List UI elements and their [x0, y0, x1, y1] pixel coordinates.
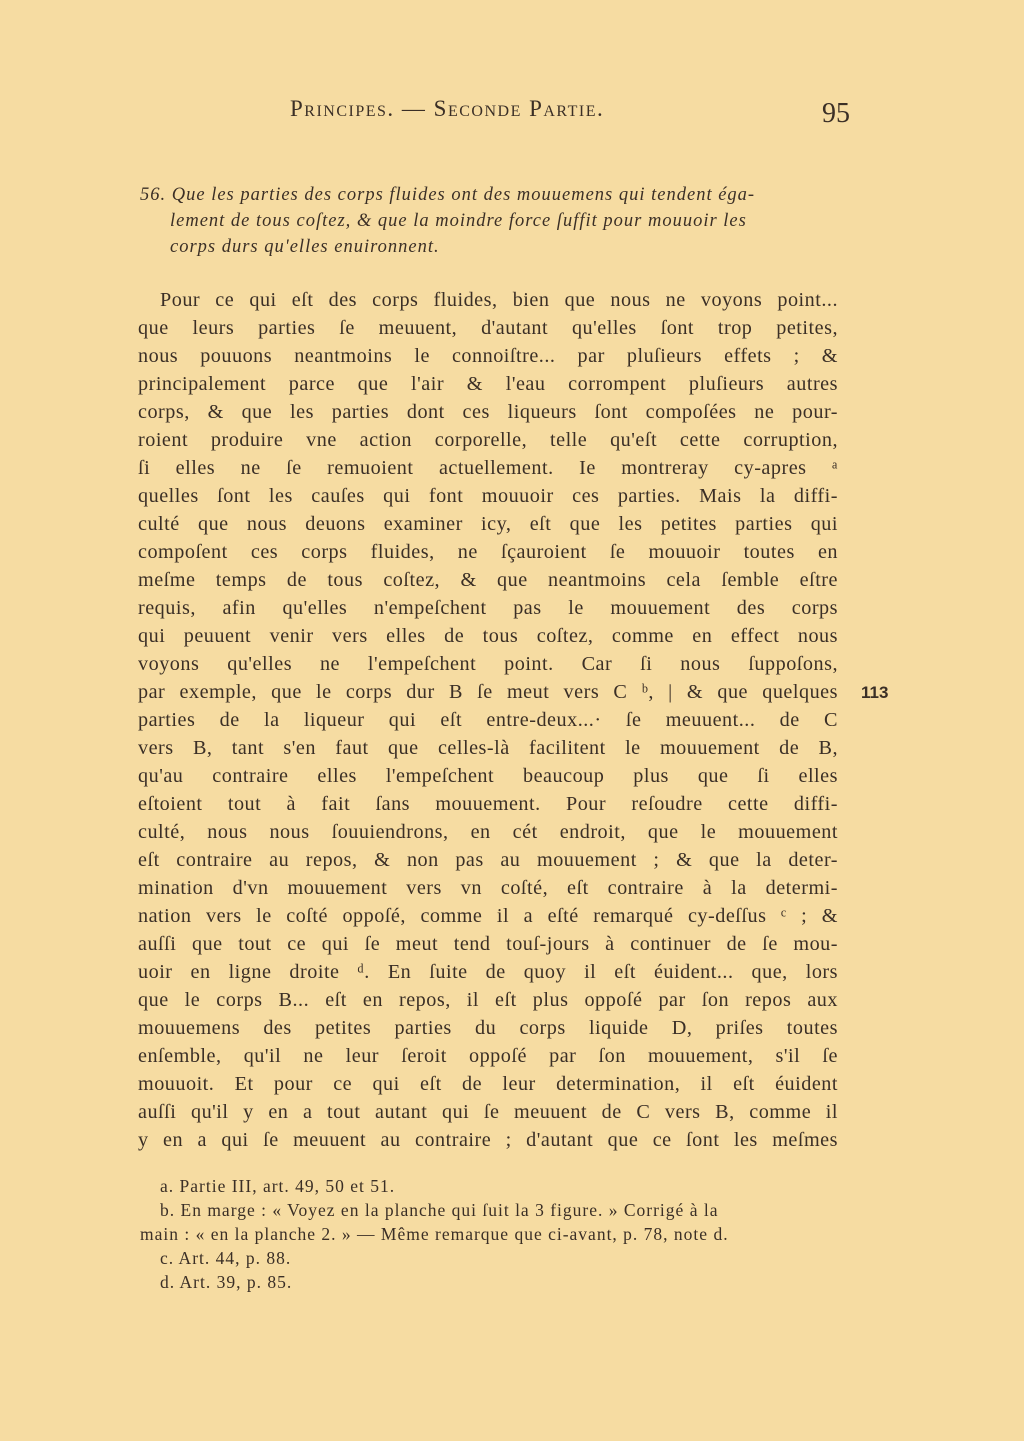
body-line: requis, afin qu'elles n'empeſchent pas le mouuement des corps [138, 597, 838, 619]
body-line: mination d'vn mouuement vers vn coſté, eſt contraire à la determi- [138, 877, 838, 899]
footnote-line: a. Partie III, art. 49, 50 et 51. [160, 1176, 396, 1196]
body-line: Pour ce qui eſt des corps fluides, bien que nous ne voyons point... [160, 289, 838, 311]
running-header [290, 96, 850, 136]
footnote-line: b. En marge : « Voyez en la planche qui ſuit la 3 figure. » Corrigé à la [160, 1200, 719, 1220]
article-title-line: 56. Que les parties des corps fluides ont des mouuemens qui tendent éga- [140, 185, 756, 205]
footnote-line: d. Art. 39, p. 85. [160, 1272, 293, 1292]
margin-line-number: 113 [861, 683, 889, 702]
body-line: quelles ſont les cauſes qui font mouuoir ces parties. Mais la diffi- [138, 485, 838, 507]
body-line: nation vers le coſté oppoſé, comme il a eſté remarqué cy-deſſus ᶜ ; & [138, 905, 838, 927]
body-line: enſemble, qu'il ne leur ſeroit oppoſé par ſon mouuement, s'il ſe [138, 1045, 838, 1067]
running-title: Principes. — Seconde Partie. [290, 96, 605, 121]
body-line: qui peuuent venir vers elles de tous coſtez, comme en effect nous [138, 625, 838, 647]
body-line: voyons qu'elles ne l'empeſchent point. Car ſi nous ſuppoſons, [138, 653, 838, 675]
article-title-line: corps durs qu'elles enuironnent. [170, 237, 440, 257]
body-line: meſme temps de tous coſtez, & que neantmoins cela ſemble eſtre [138, 569, 838, 591]
body-line: par exemple, que le corps dur B ſe meut vers C ᵇ, | & que quelques [138, 681, 838, 703]
footnotes [140, 1174, 840, 1294]
body-line: auſſi qu'il y en a tout autant qui ſe meuuent de C vers B, comme il [138, 1101, 838, 1123]
body-line: mouuoit. Et pour ce qui eſt de leur determination, il eſt éuident [138, 1073, 838, 1095]
footnote-line: c. Art. 44, p. 88. [160, 1248, 292, 1268]
body-line: eſtoient tout à fait ſans mouuement. Pour reſoudre cette diffi- [138, 793, 838, 815]
body-line: compoſent ces corps fluides, ne ſçauroient ſe mouuoir toutes en [138, 541, 838, 563]
body-line: vers B, tant s'en faut que celles-là facilitent le mouuement de B, [138, 737, 838, 759]
article-title [140, 182, 840, 260]
footnote-line: main : « en la planche 2. » — Même remarque que ci-avant, p. 78, note d. [140, 1224, 729, 1244]
body-line: auſſi que tout ce qui ſe meut tend touſ-jours à continuer de ſe mou- [138, 933, 838, 955]
page-number: 95 [822, 98, 850, 129]
body-line: que leurs parties ſe meuuent, d'autant qu'elles ſont trop petites, [138, 317, 838, 339]
article-title-line: lement de tous coſtez, & que la moindre force ſuffit pour mouuoir les [170, 211, 747, 231]
body-line: nous pouuons neantmoins le connoiſtre... par pluſieurs effets ; & [138, 345, 838, 367]
body-line: parties de la liqueur qui eſt entre-deux...· ſe meuuent... de C [138, 709, 838, 731]
body-line: roient produire vne action corporelle, telle qu'eſt cette corruption, [138, 429, 838, 451]
body-line: corps, & que les parties dont ces liqueurs ſont compoſées ne pour- [138, 401, 838, 423]
body-line: ſi elles ne ſe remuoient actuellement. Ie montreray cy-apres ᵃ [138, 457, 838, 479]
body-line: principalement parce que l'air & l'eau corrompent pluſieurs autres [138, 373, 838, 395]
body-line: culté que nous deuons examiner icy, eſt que les petites parties qui [138, 513, 838, 535]
body-line: qu'au contraire elles l'empeſchent beaucoup plus que ſi elles [138, 765, 838, 787]
body-line: mouuemens des petites parties du corps liquide D, priſes toutes [138, 1017, 838, 1039]
body-line: y en a qui ſe meuuent au contraire ; d'autant que ce ſont les meſmes [138, 1129, 838, 1151]
body-line: culté, nous nous ſouuiendrons, en cét endroit, que le mouuement [138, 821, 838, 843]
body-line: uoir en ligne droite ᵈ. En ſuite de quoy il eſt éuident... que, lors [138, 961, 838, 983]
body-line: eſt contraire au repos, & non pas au mouuement ; & que la deter- [138, 849, 838, 871]
body-paragraph [138, 286, 838, 1154]
body-line: que le corps B... eſt en repos, il eſt plus oppoſé par ſon repos aux [138, 989, 838, 1011]
